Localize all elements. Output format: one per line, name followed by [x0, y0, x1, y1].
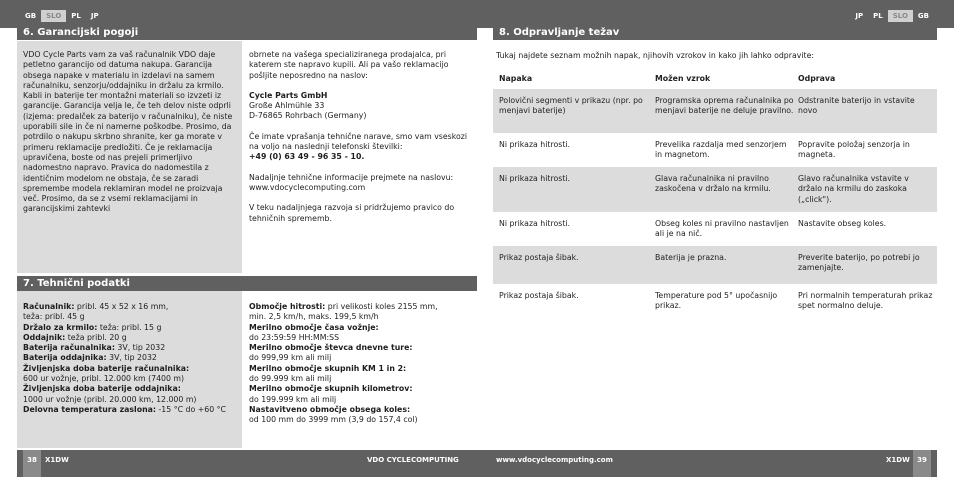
spec-line	[249, 395, 474, 405]
cell-vzrok: Temperature pod 5° upočasnijo prikaz.	[655, 291, 778, 311]
tech-specs-column-1	[23, 302, 241, 415]
spec-line	[23, 384, 241, 394]
lang-tab-active[interactable]: SLO	[41, 10, 66, 22]
table-row	[493, 133, 937, 167]
cell-odprava: Odstranite baterijo in vstavite novo	[798, 96, 915, 116]
spec-line	[249, 323, 474, 333]
spec-line	[249, 374, 474, 384]
section-6-column-1	[23, 50, 235, 215]
lang-tab[interactable]: GB	[25, 12, 37, 20]
lang-tab-active[interactable]: SLO	[888, 10, 913, 22]
language-tabs-left	[20, 10, 104, 22]
spec-value: teža: pribl. 15 g	[97, 322, 162, 332]
spec-label: Življenjska doba baterije računalnika:	[23, 363, 190, 373]
cell-odprava: Popravite položaj senzorja in magneta.	[798, 140, 910, 160]
header-vzrok: Možen vzrok	[655, 74, 711, 83]
table-row	[493, 212, 937, 246]
cell-vzrok: Glava računalnika ni pravilno zaskočena v držalo na krmilu.	[655, 174, 771, 194]
spec-label: Merilno območje skupnih KM 1 in 2:	[249, 363, 407, 373]
spec-line	[249, 312, 474, 322]
cell-vzrok: Baterija je prazna.	[655, 253, 727, 262]
spec-label: Držalo za krmilo:	[23, 322, 98, 332]
language-tabs-right	[850, 10, 934, 22]
table-row	[493, 167, 937, 212]
section-6-column-2	[249, 50, 471, 234]
spec-line	[23, 312, 241, 322]
spec-line	[249, 384, 474, 394]
cell-napaka: Polovični segmenti v prikazu (npr. po menjavi baterije)	[499, 96, 643, 116]
spec-line	[249, 415, 474, 425]
spec-line	[249, 333, 474, 343]
spec-value: od 100 mm do 3999 mm (3,9 do 157,4 col)	[249, 415, 418, 425]
spec-label: Delovna temperatura zaslona:	[23, 404, 157, 414]
table-row	[493, 284, 937, 320]
spec-line	[249, 353, 474, 363]
spec-value: teža pribl. 20 g	[65, 332, 127, 342]
footer-model-right: X1DW	[886, 456, 910, 464]
page-number-right: 39	[913, 450, 931, 477]
spec-label: Merilno območje skupnih kilometrov:	[249, 384, 413, 394]
footer-url: www.vdocyclecomputing.com	[496, 456, 613, 464]
company-name: Cycle Parts GmbH	[249, 90, 328, 100]
cell-odprava: Glavo računalnika vstavite v držalo na krmilu do zaskoka („click").	[798, 174, 909, 204]
company-city: D-76865 Rohrbach (Germany)	[249, 111, 367, 121]
spec-value: 1000 ur vožnje (pribl. 20.000 km, 12.000 m)	[23, 394, 197, 404]
spec-value: pribl. 45 x 52 x 16 mm,	[74, 302, 169, 311]
cell-napaka: Prikaz postaja šibak.	[499, 291, 579, 300]
spec-line	[249, 405, 474, 415]
warranty-contact-text: obrnete na vašega specializiranega prodajalca, pri katerem ste napravo kupili. Ali pa vašo reklamacijo pošljite neposredno na naslov:	[249, 50, 449, 80]
spec-value: 600 ur vožnje, pribl. 12.000 km (7400 m)	[23, 374, 185, 384]
spec-line	[23, 395, 241, 405]
section-8-title: 8. Odpravljanje težav	[493, 25, 937, 40]
spec-line	[23, 364, 241, 374]
lang-tab[interactable]: JP	[855, 12, 864, 20]
cell-vzrok: Obseg koles ni pravilno nastavljen ali je na nič.	[655, 219, 789, 239]
spec-value: do 199.999 km ali milj	[249, 394, 337, 404]
table-row	[493, 89, 937, 133]
spec-label: Oddajnik:	[23, 332, 66, 342]
cell-odprava: Pri normalnih temperaturah prikaz spet normalno deluje.	[798, 291, 933, 311]
section-6-title: 6. Garancijski pogoji	[17, 25, 477, 40]
spec-line	[249, 364, 474, 374]
phone-number: +49 (0) 63 49 - 96 35 - 10.	[249, 152, 365, 162]
cell-odprava: Nastavite obseg koles.	[798, 219, 887, 228]
cell-vzrok: Programska oprema računalnika po menjavi baterije ne deluje pravilno.	[655, 96, 794, 116]
spec-line	[23, 302, 241, 312]
spec-label: Merilno območje časa vožnje:	[249, 322, 379, 332]
header-napaka: Napaka	[499, 74, 533, 83]
lang-tab[interactable]: GB	[917, 12, 929, 20]
spec-line	[23, 323, 241, 333]
spec-label: Računalnik:	[23, 302, 75, 311]
spec-value: pri velikosti koles 2155 mm,	[325, 302, 438, 311]
page-number-left: 38	[23, 450, 41, 477]
spec-value: -15 °C do +60 °C	[156, 404, 227, 414]
lang-tab[interactable]: PL	[71, 12, 81, 20]
spec-value: 3V, tip 2032	[106, 353, 157, 363]
top-bar	[0, 0, 954, 28]
tech-questions-text: Če imate vprašanja tehnične narave, smo vam vseskozi na voljo na naslednji telefonski številki:	[249, 131, 467, 152]
spec-value: min. 2,5 km/h, maks. 199,5 km/h	[249, 312, 379, 322]
spec-value: teža: pribl. 45 g	[23, 312, 85, 322]
cell-napaka: Prikaz postaja šibak.	[499, 253, 579, 262]
section-7-title: 7. Tehnični podatki	[17, 276, 477, 291]
spec-line	[23, 405, 241, 415]
spec-label: Baterija računalnika:	[23, 343, 115, 353]
warranty-text: VDO Cycle Parts vam za vaš računalnik VDO daje petletno garancijo od datuma nakupa. Garancija obsega napake v materialu in izdelavi na samem računalniku, senzorju/oddajniku in držalu za krmilo. Kabli in baterije ter montažni materiali so izvzeti iz garancije. Garancija velja le, če teh delov niste odprli (izjema: predalček za baterijo v računalniku), če niste uporabili sile in če ni namerne poškodbe. Prosimo, da potrdilo o nakupu skrbno shranite, ker ga morate v primeru reklamacije predložiti. Če je reklamacija upravičena, boste od nas prejeli primerljivo nadomestno napravo. Pravica do nadomestila z identičnim modelom ne obstaja, če se zaradi spremembe modela reklamiran model ne proizvaja več. Prosimo, da se z vsemi reklamacijami in garancijskimi zahtevki	[23, 50, 233, 214]
cell-vzrok: Prevelika razdalja med senzorjem in magnetom.	[655, 140, 787, 160]
spec-line	[23, 343, 241, 353]
spec-line	[249, 302, 474, 312]
tech-info-text: Nadaljnje tehnične informacije prejmete na naslovu: www.vdocyclecomputing.com	[249, 172, 454, 192]
troubleshooting-intro: Tukaj najdete seznam možnih napak, njihovih vzrokov in kako jih lahko odpravite:	[496, 51, 814, 60]
header-odprava: Odprava	[798, 74, 836, 83]
lang-tab[interactable]: JP	[90, 12, 99, 20]
spec-line	[23, 353, 241, 363]
changes-reserved-text: V teku nadaljnjega razvoja si pridržujemo pravico do tehničnih sprememb.	[249, 203, 455, 223]
company-street: Große Ahlmühle 33	[249, 101, 325, 111]
cell-odprava: Preverite baterijo, po potrebi jo zamenjajte.	[798, 253, 920, 273]
spec-value: do 999,99 km ali milj	[249, 353, 332, 363]
spec-value: 3V, tip 2032	[114, 343, 166, 353]
cell-napaka: Ni prikaza hitrosti.	[499, 174, 571, 183]
lang-tab[interactable]: PL	[873, 12, 883, 20]
table-row	[493, 246, 937, 284]
footer-brand: VDO CYCLECOMPUTING	[367, 456, 459, 464]
spec-label: Merilno območje števca dnevne ture:	[249, 343, 413, 353]
troubleshooting-header-row	[493, 67, 937, 89]
spec-line	[23, 333, 241, 343]
spec-label: Nastavitveno območje obsega koles:	[249, 404, 411, 414]
footer-model-left: X1DW	[45, 456, 69, 464]
cell-napaka: Ni prikaza hitrosti.	[499, 140, 571, 149]
spec-label: Življenjska doba baterije oddajnika:	[23, 384, 181, 394]
spec-line	[249, 343, 474, 353]
spec-label: Baterija oddajnika:	[23, 353, 107, 363]
spec-value: do 23:59:59 HH:MM:SS	[249, 332, 340, 342]
spec-line	[23, 374, 241, 384]
cell-napaka: Ni prikaza hitrosti.	[499, 219, 571, 228]
tech-specs-column-2	[249, 302, 474, 426]
footer-bar	[17, 450, 937, 477]
spec-value: do 99.999 km ali milj	[249, 374, 332, 384]
spec-label: Območje hitrosti:	[249, 302, 326, 311]
